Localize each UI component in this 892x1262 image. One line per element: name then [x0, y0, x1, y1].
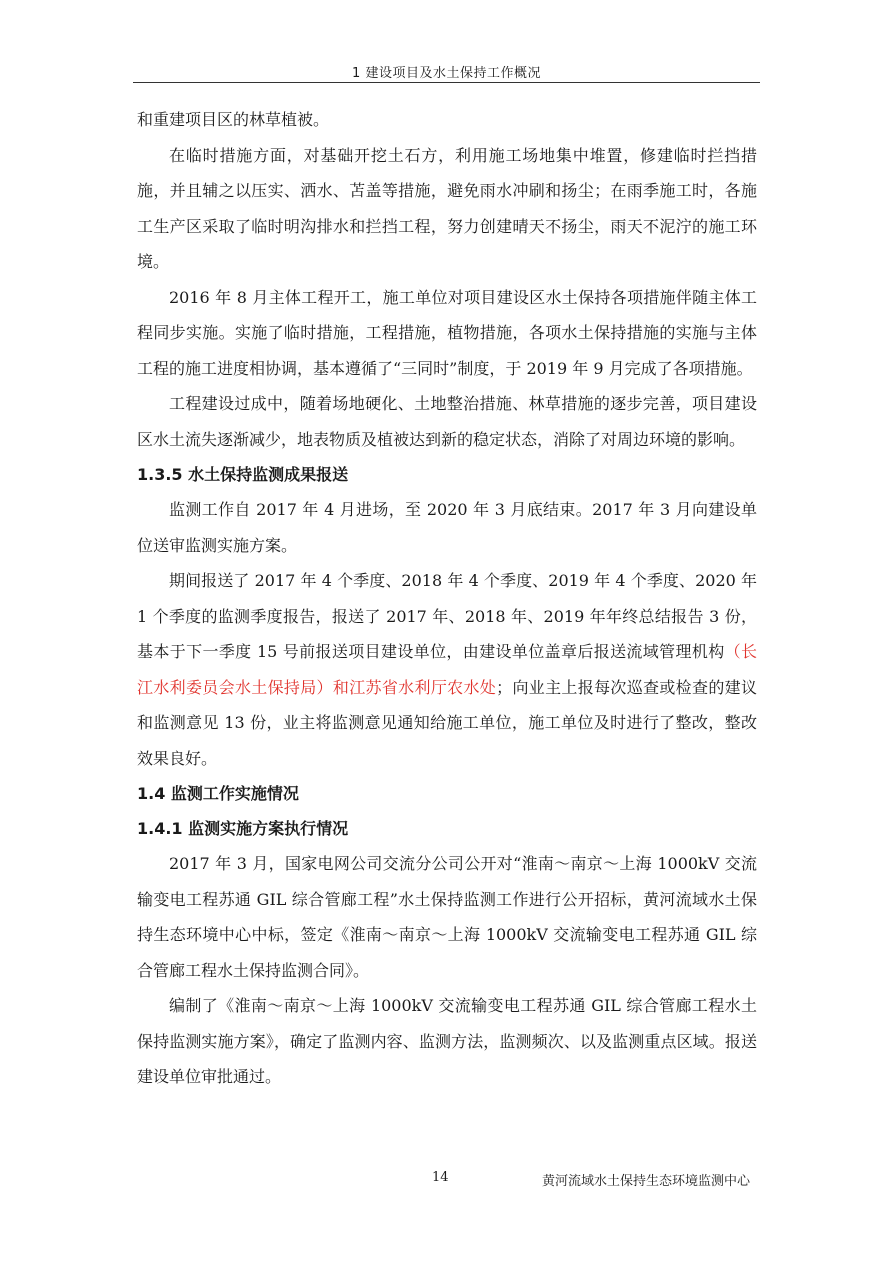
running-header: 1 建设项目及水土保持工作概况 — [133, 62, 760, 83]
document-body — [137, 102, 757, 1095]
page-number: 14 — [432, 1170, 449, 1185]
section-heading-1-4-1: 1.4.1 监测实施方案执行情况 — [137, 819, 349, 838]
highlighted-agencies: （长江水利委员会水土保持局）和江苏省水利厅农水处 — [137, 642, 757, 697]
paragraph — [137, 563, 757, 776]
paragraph: 在临时措施方面，对基础开挖土石方，利用施工场地集中堆置，修建临时拦挡措施，并且辅之以压实、洒水、苫盖等措施，避免雨水冲刷和扬尘；在雨季施工时，各施工生产区采取了临时明沟排水和拦挡工程，努力创建晴天不扬尘，雨天不泥泞的施工环境。 — [137, 145, 757, 271]
paragraph: 监测工作自 2017 年 4 月进场，至 2020 年 3 月底结束。2017 年 3 月向建设单位送审监测实施方案。 — [137, 500, 757, 555]
footer-organization: 黄河流域水土保持生态环境监测中心 — [542, 1174, 751, 1189]
section-heading-1-3-5: 1.3.5 水土保持监测成果报送 — [137, 465, 349, 484]
paragraph: 2016 年 8 月主体工程开工，施工单位对项目建设区水土保持各项措施伴随主体工程同步实施。实施了临时措施，工程措施，植物措施，各项水土保持措施的实施与主体工程的施工进度相协调，基本遵循了“三同时”制度，于 2019 年 9 月完成了各项措施。 — [137, 287, 757, 378]
paragraph-text: ；向业主上报每次巡查或检查的建议和监测意见 13 份，业主将监测意见通知给施工单位，施工单位及时进行了整改，整改效果良好。 — [137, 677, 757, 768]
paragraph: 工程建设过成中，随着场地硬化、土地整治措施、林草措施的逐步完善，项目建设区水土流失逐渐减少，地表物质及植被达到新的稳定状态，消除了对周边环境的影响。 — [137, 394, 757, 449]
paragraph: 2017 年 3 月，国家电网公司交流分公司公开对“淮南～南京～上海 1000kV 交流输变电工程苏通 GIL 综合管廊工程”水土保持监测工作进行公开招标，黄河流域水土保持生态环境中心中标，签定《淮南～南京～上海 1000kV 交流输变电工程苏通 GIL 综合管廊工程水土保持监测合同》。 — [137, 854, 757, 980]
section-heading-1-4: 1.4 监测工作实施情况 — [137, 784, 299, 803]
paragraph: 编制了《淮南～南京～上海 1000kV 交流输变电工程苏通 GIL 综合管廊工程水土保持监测实施方案》，确定了监测内容、监测方法，监测频次、以及监测重点区域。报送建设单位审批通过。 — [137, 996, 757, 1086]
paragraph: 和重建项目区的林草植被。 — [137, 110, 330, 129]
paragraph-text: 期间报送了 2017 年 4 个季度、2018 年 4 个季度、2019 年 4 个季度、2020 年 1 个季度的监测季度报告，报送了 2017 年、2018 年、2019 年年终总结报告 3 份，基本于下一季度 15 号前报送项目建设单位，由建设单位盖章后报送流域管理机构 — [137, 571, 757, 661]
